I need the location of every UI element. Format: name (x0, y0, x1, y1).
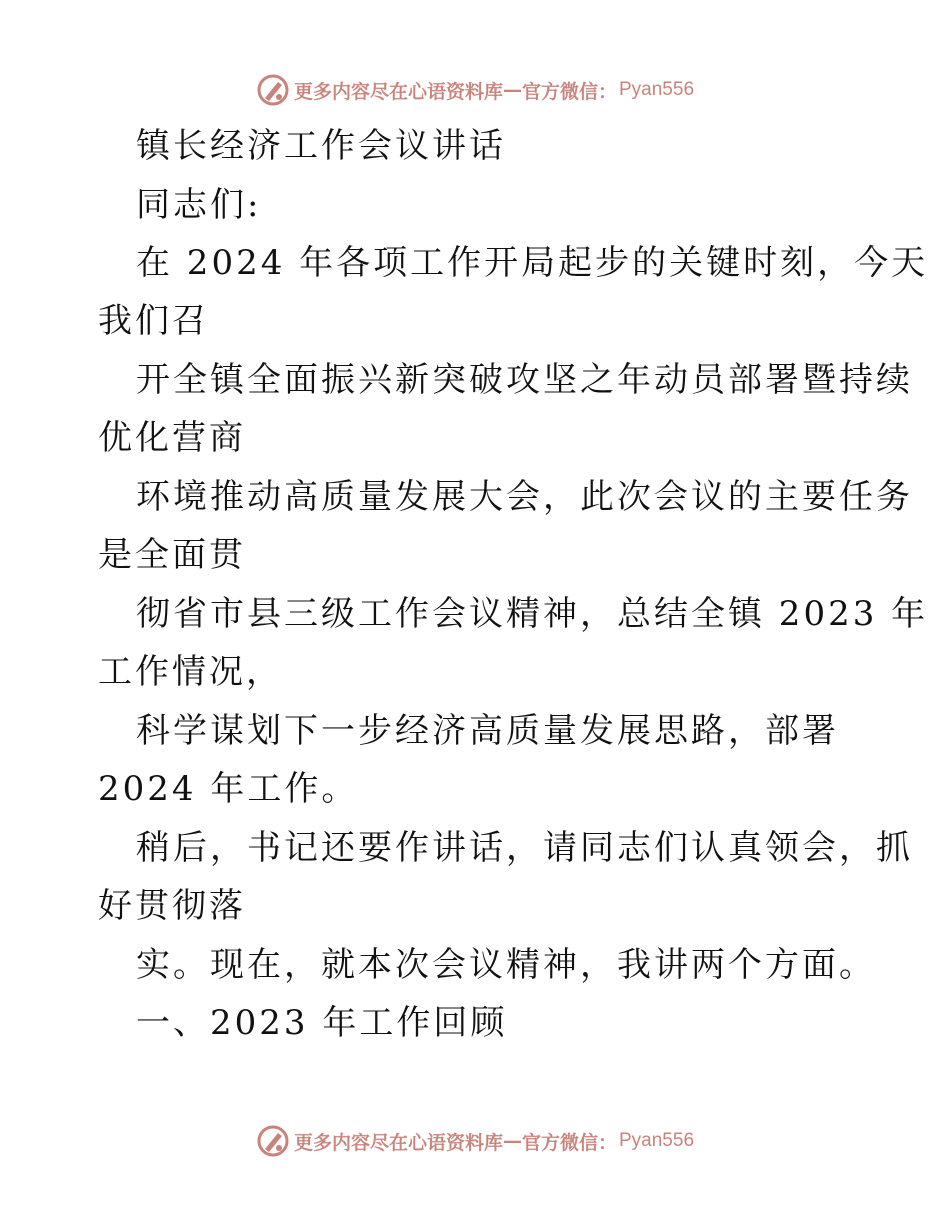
pen-logo-icon (256, 1124, 290, 1158)
paragraph-line: 是全面贯 (98, 535, 246, 575)
paragraph-line: 好贯彻落 (98, 886, 246, 926)
paragraph-line: 环境推动高质量发展大会，此次会议的主要任务 (136, 477, 913, 517)
watermark-account: Pyan556 (619, 1130, 695, 1151)
watermark-separator: — (502, 79, 522, 101)
paragraph-line: 2024 年工作。 (98, 769, 359, 809)
paragraph-line: 彻省市县三级工作会议精神，总结全镇 2023 年 (136, 594, 929, 634)
paragraph-line: 科学谋划下一步经济高质量发展思路，部署 (136, 711, 839, 751)
watermark-label: 官方微信： (521, 1131, 617, 1154)
paragraph-line: 在 2024 年各项工作开局起步的关键时刻，今天 (136, 243, 929, 283)
paragraph-line: 优化营商 (98, 418, 246, 458)
paragraph-line: 开全镇全面振兴新突破攻坚之年动员部署暨持续 (136, 360, 913, 400)
paragraph-line: 工作情况， (98, 652, 283, 692)
section-heading: 一、2023 年工作回顾 (136, 1003, 508, 1043)
watermark-separator: — (502, 1130, 522, 1152)
document-title: 镇长经济工作会议讲话 (136, 126, 506, 166)
salutation: 同志们: (136, 185, 262, 225)
paragraph-line: 稍后，书记还要作讲话，请同志们认真领会，抓 (136, 828, 913, 868)
header-watermark (0, 73, 950, 107)
watermark-text: 更多内容尽在心语资料库 (293, 80, 503, 103)
watermark-label: 官方微信： (521, 80, 617, 103)
pen-logo-icon (256, 73, 290, 107)
paragraph-line: 实。现在，就本次会议精神，我讲两个方面。 (136, 945, 876, 985)
watermark-account: Pyan556 (619, 79, 695, 100)
watermark-text: 更多内容尽在心语资料库 (293, 1131, 503, 1154)
paragraph-line: 我们召 (98, 301, 209, 341)
footer-watermark (0, 1124, 950, 1158)
